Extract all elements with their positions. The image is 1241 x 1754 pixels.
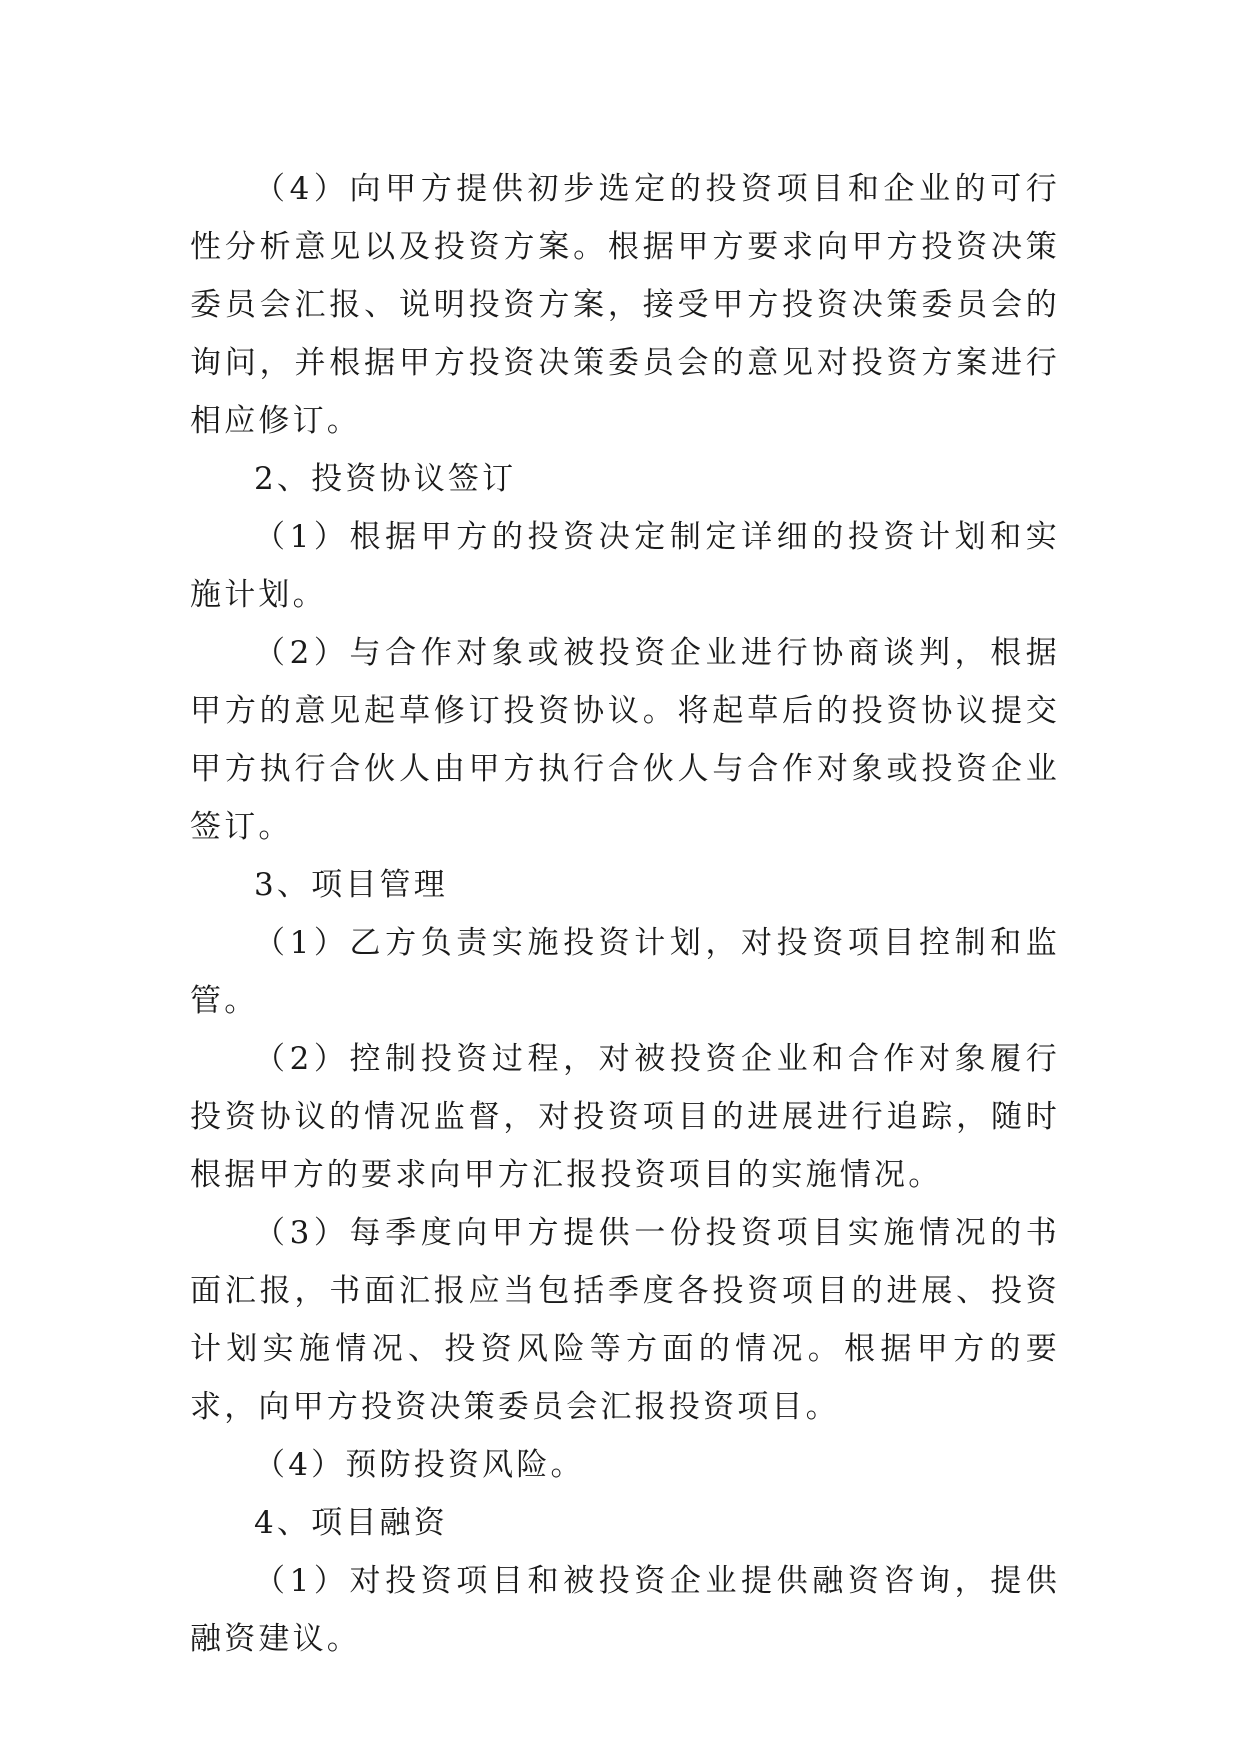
paragraph-1-investment-plan: （1）根据甲方的投资决定制定详细的投资计划和实施计划。 <box>190 519 1060 613</box>
section-heading-project-management: 3、项目管理 <box>254 867 448 903</box>
paragraph-2-negotiation: （2）与合作对象或被投资企业进行协商谈判，根据甲方的意见起草修订投资协议。将起草后的投资协议提交甲方执行合伙人由甲方执行合伙人与合作对象或投资企业签订。 <box>190 635 1060 845</box>
document-body <box>190 160 1060 1668</box>
paragraph-4-risk-prevention: （4）预防投资风险。 <box>254 1447 585 1483</box>
paragraph-2-process-control: （2）控制投资过程，对被投资企业和合作对象履行投资协议的情况监督，对投资项目的进展进行追踪，随时根据甲方的要求向甲方汇报投资项目的实施情况。 <box>190 1041 1060 1193</box>
paragraph-1-implementation: （1）乙方负责实施投资计划，对投资项目控制和监管。 <box>190 925 1060 1019</box>
paragraph-4-feasibility-analysis: （4）向甲方提供初步选定的投资项目和企业的可行性分析意见以及投资方案。根据甲方要求向甲方投资决策委员会汇报、说明投资方案，接受甲方投资决策委员会的询问，并根据甲方投资决策委员会的意见对投资方案进行相应修订。 <box>190 171 1060 439</box>
paragraph-3-quarterly-report: （3）每季度向甲方提供一份投资项目实施情况的书面汇报，书面汇报应当包括季度各投资项目的进展、投资计划实施情况、投资风险等方面的情况。根据甲方的要求，向甲方投资决策委员会汇报投资项目。 <box>190 1215 1060 1425</box>
section-heading-project-financing: 4、项目融资 <box>254 1505 448 1541</box>
paragraph-1-financing-advice: （1）对投资项目和被投资企业提供融资咨询，提供融资建议。 <box>190 1563 1060 1657</box>
section-heading-investment-agreement: 2、投资协议签订 <box>254 461 517 497</box>
